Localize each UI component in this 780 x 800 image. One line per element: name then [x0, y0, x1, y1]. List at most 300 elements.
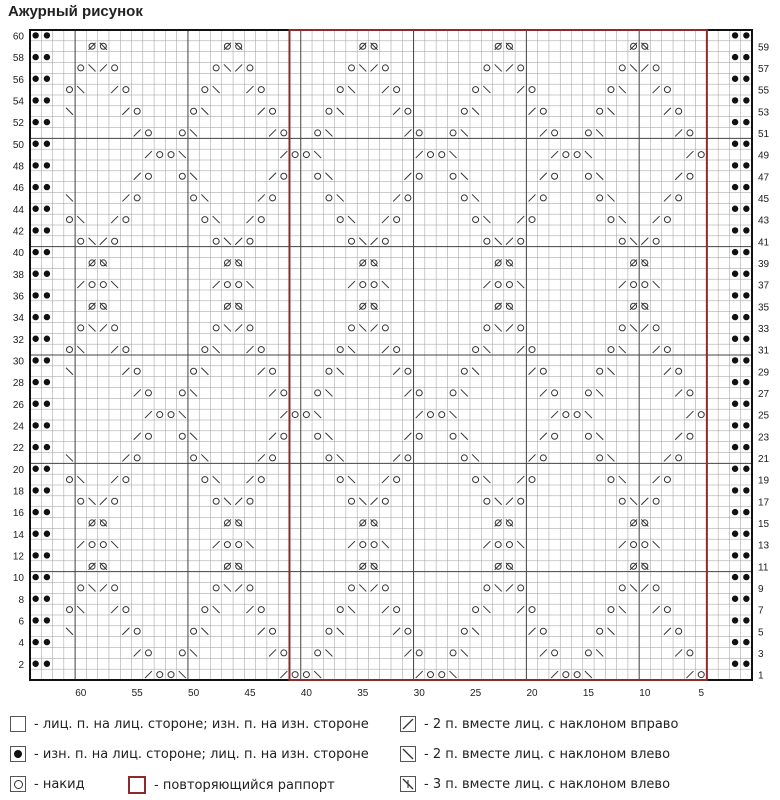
purl-dot [732, 422, 738, 428]
row-label-left: 46 [12, 183, 24, 195]
legend-item-repeat [128, 776, 335, 794]
purl-dot [743, 97, 749, 103]
yarn-over-symbol [134, 455, 140, 461]
stitch-label: 55 [131, 688, 143, 699]
k2tog-right-symbol [517, 346, 524, 353]
yarn-over-symbol [202, 87, 208, 93]
k2tog-left-symbol [495, 64, 502, 71]
yarn-over-symbol [484, 65, 490, 71]
yarn-over-symbol [247, 238, 253, 244]
yarn-over-symbol [123, 477, 129, 483]
k2tog-right-symbol [506, 498, 513, 505]
purl-dot [44, 357, 50, 363]
yarn-over-symbol [450, 650, 456, 656]
yarn-over-symbol [145, 650, 151, 656]
row-label-right: 9 [758, 583, 764, 595]
k2tog-right-symbol [517, 606, 524, 613]
yarn-over-symbol [484, 325, 490, 331]
purl-dot [44, 487, 50, 493]
k2tog-right-symbol [393, 194, 400, 201]
k2tog-right-symbol [540, 389, 547, 396]
k2tog-left-symbol [450, 671, 457, 678]
yarn-over-symbol [450, 390, 456, 396]
row-label-left: 60 [12, 31, 24, 43]
yarn-over-symbol [473, 87, 479, 93]
yarn-over-symbol [405, 368, 411, 374]
k2tog-right-symbol [675, 129, 682, 136]
yarn-over-symbol [450, 173, 456, 179]
k2tog-left-symbol [66, 108, 73, 115]
k2tog-right-symbol [393, 628, 400, 635]
row-label-right: 35 [758, 302, 770, 314]
yarn-over-symbol [664, 347, 670, 353]
yarn-over-symbol [698, 152, 704, 158]
yarn-over-symbol [134, 628, 140, 634]
yarn-over-symbol [461, 628, 467, 634]
k2tog-left-symbol [66, 368, 73, 375]
purl-dot [732, 76, 738, 82]
k2tog-right-symbol [619, 541, 626, 548]
yarn-over-symbol [281, 433, 287, 439]
k2tog-right-symbol [641, 324, 648, 331]
row-label-left: 2 [18, 659, 24, 671]
row-label-right: 23 [758, 432, 770, 444]
yarn-over-symbol [473, 477, 479, 483]
k2tog-left-symbol [89, 498, 96, 505]
yarn-over-symbol [157, 152, 163, 158]
yarn-over-symbol [574, 412, 580, 418]
k2tog-left-symbol [213, 346, 220, 353]
yarn-over-symbol [552, 390, 558, 396]
row-label-right: 45 [758, 193, 770, 205]
row-label-left: 6 [18, 616, 24, 628]
yarn-over-symbol [247, 498, 253, 504]
k2tog-right-symbol [269, 129, 276, 136]
k2tog-left-symbol [596, 173, 603, 180]
k2tog-left-symbol [201, 454, 208, 461]
yarn-over-symbol [642, 542, 648, 548]
purl-dot [732, 574, 738, 580]
yarn-over-symbol [619, 498, 625, 504]
k2tog-right-symbol [100, 584, 107, 591]
k2tog-left-symbol [66, 194, 73, 201]
k2tog-right-symbol [529, 454, 536, 461]
yarn-over-symbol [416, 390, 422, 396]
k2tog-left-symbol [495, 498, 502, 505]
row-label-right: 55 [758, 85, 770, 97]
yarn-over-symbol [202, 217, 208, 223]
k2tog-right-symbol [269, 649, 276, 656]
k2tog-left-symbol [517, 281, 524, 288]
yarn-over-symbol [473, 347, 479, 353]
yarn-over-symbol [495, 542, 501, 548]
yarn-over-symbol [213, 238, 219, 244]
yarn-over-symbol [619, 238, 625, 244]
row-label-left: 52 [12, 118, 24, 130]
purl-dot [743, 119, 749, 125]
row-label-right: 7 [758, 605, 764, 617]
yarn-over-symbol [202, 477, 208, 483]
yarn-over-symbol [349, 585, 355, 591]
purl-dot [732, 552, 738, 558]
k2tog-left-symbol [66, 454, 73, 461]
yarn-over-symbol [461, 108, 467, 114]
k2tog-left-symbol [653, 281, 660, 288]
yarn-over-symbol [224, 282, 230, 288]
yarn-over-symbol [123, 87, 129, 93]
k2tog-right-symbol [258, 194, 265, 201]
k2tog-left-symbol [314, 411, 321, 418]
row-label-left: 14 [12, 529, 24, 541]
purl-dot [32, 401, 38, 407]
yarn-over-symbol [552, 650, 558, 656]
yarn-over-symbol [78, 325, 84, 331]
k2tog-right-symbol [416, 671, 423, 678]
empty-square-icon [10, 716, 26, 732]
yarn-over-symbol [687, 650, 693, 656]
k2tog-right-symbol [686, 411, 693, 418]
right-slant-icon [400, 716, 416, 732]
yarn-over-symbol [405, 455, 411, 461]
yarn-over-symbol [529, 347, 535, 353]
purl-dot [32, 509, 38, 515]
k2tog-left-symbol [483, 606, 490, 613]
yarn-over-symbol [394, 347, 400, 353]
purl-dot [44, 97, 50, 103]
yarn-over-symbol [687, 130, 693, 136]
yarn-over-symbol [518, 498, 524, 504]
yarn-over-symbol [134, 108, 140, 114]
k2tog-left-symbol [325, 173, 332, 180]
purl-dot [732, 357, 738, 363]
purl-dot [32, 466, 38, 472]
row-label-left: 48 [12, 161, 24, 173]
row-label-left: 44 [12, 204, 24, 216]
purl-dot [743, 661, 749, 667]
k2tog-right-symbol [653, 476, 660, 483]
yarn-over-symbol [191, 108, 197, 114]
yarn-over-symbol [315, 130, 321, 136]
k2tog-right-symbol [246, 606, 253, 613]
k2tog-right-symbol [529, 628, 536, 635]
k2tog-left-symbol [607, 368, 614, 375]
k2tog-left-symbol [461, 389, 468, 396]
yarn-over-symbol [416, 130, 422, 136]
k2tog-left-symbol [472, 454, 479, 461]
yarn-over-symbol [112, 498, 118, 504]
k2tog-right-symbol [653, 346, 660, 353]
k2tog-right-symbol [145, 671, 152, 678]
yarn-over-symbol [112, 325, 118, 331]
k2tog-left-symbol [359, 238, 366, 245]
yarn-over-symbol [394, 607, 400, 613]
purl-dot [32, 271, 38, 277]
yarn-over-symbol [337, 347, 343, 353]
k2tog-right-symbol [675, 433, 682, 440]
k2tog-right-symbol [653, 86, 660, 93]
yarn-over-symbol [597, 628, 603, 634]
yarn-over-symbol [270, 455, 276, 461]
yarn-over-symbol [168, 152, 174, 158]
yarn-over-symbol [326, 628, 332, 634]
k2tog-left-symbol [111, 281, 118, 288]
purl-dot [32, 661, 38, 667]
k2tog-right-symbol [382, 606, 389, 613]
row-label-left: 30 [12, 356, 24, 368]
row-label-right: 11 [758, 562, 769, 574]
k2tog-right-symbol [134, 433, 141, 440]
k2tog-left-symbol [224, 238, 231, 245]
yarn-over-symbol [461, 455, 467, 461]
yarn-over-symbol [382, 585, 388, 591]
k2tog-right-symbol [382, 86, 389, 93]
yarn-over-symbol [405, 628, 411, 634]
k2tog-left-symbol [348, 86, 355, 93]
yarn-over-symbol [518, 585, 524, 591]
row-label-right: 59 [758, 42, 770, 54]
purl-dot [44, 422, 50, 428]
k2tog-left-symbol [596, 649, 603, 656]
row-label-right: 15 [758, 518, 770, 530]
yarn-over-symbol [258, 477, 264, 483]
row-label-left: 12 [12, 551, 24, 563]
purl-dot [44, 162, 50, 168]
yarn-over-symbol [168, 412, 174, 418]
yarn-over-symbol [484, 238, 490, 244]
k2tog-left-symbol [190, 173, 197, 180]
dot-icon [10, 746, 26, 762]
purl-dot [732, 97, 738, 103]
k2tog-right-symbol [348, 281, 355, 288]
k2tog-left-symbol [348, 346, 355, 353]
k2tog-left-symbol [89, 238, 96, 245]
yarn-over-symbol [123, 607, 129, 613]
yarn-over-symbol [676, 455, 682, 461]
yarn-over-symbol [100, 282, 106, 288]
legend-item-k2tog-right [400, 716, 678, 732]
k2tog-left-symbol [607, 454, 614, 461]
yarn-over-symbol [619, 585, 625, 591]
yarn-over-symbol [270, 628, 276, 634]
k2tog-left-symbol [190, 433, 197, 440]
k2tog-right-symbol [111, 216, 118, 223]
k2tog-right-symbol [540, 649, 547, 656]
yarn-over-symbol [202, 347, 208, 353]
yarn-over-symbol [416, 650, 422, 656]
stitch-label: 60 [75, 688, 87, 699]
legend-item-k3tog-left [400, 776, 670, 792]
k2tog-right-symbol [122, 194, 129, 201]
legend-text: - повторяющийся раппорт [154, 777, 335, 793]
k2tog-left-symbol [585, 151, 592, 158]
k2tog-right-symbol [664, 628, 671, 635]
purl-dot [44, 661, 50, 667]
yarn-over-symbol [608, 607, 614, 613]
k2tog-right-symbol [641, 498, 648, 505]
yarn-over-symbol [439, 412, 445, 418]
row-label-left: 42 [12, 226, 24, 238]
purl-dot [32, 141, 38, 147]
k2tog-right-symbol [393, 368, 400, 375]
yarn-over-symbol [608, 87, 614, 93]
yarn-over-symbol [687, 433, 693, 439]
purl-dot [732, 271, 738, 277]
yarn-over-symbol [405, 195, 411, 201]
legend-text: - лиц. п. на лиц. стороне; изн. п. на изн. стороне [34, 716, 369, 732]
yarn-over-symbol [653, 325, 659, 331]
yarn-over-symbol [597, 195, 603, 201]
k2tog-right-symbol [246, 216, 253, 223]
row-label-right: 43 [758, 215, 770, 227]
yarn-over-symbol [495, 282, 501, 288]
purl-dot [743, 487, 749, 493]
row-label-left: 22 [12, 443, 24, 455]
yarn-over-symbol [281, 650, 287, 656]
purl-dot [44, 336, 50, 342]
k2tog-right-symbol [235, 64, 242, 71]
yarn-over-symbol [145, 433, 151, 439]
k2tog-right-symbol [134, 173, 141, 180]
k2tog-left-symbol [314, 671, 321, 678]
yarn-over-symbol [281, 173, 287, 179]
k2tog-left-symbol [179, 671, 186, 678]
k2tog-right-symbol [280, 151, 287, 158]
yarn-over-symbol [360, 542, 366, 548]
k2tog-right-symbol [235, 584, 242, 591]
purl-dot [32, 119, 38, 125]
purl-dot [732, 444, 738, 450]
k2tog-right-symbol [664, 194, 671, 201]
k2tog-left-symbol [495, 324, 502, 331]
yarn-over-symbol [653, 585, 659, 591]
purl-dot [743, 54, 749, 60]
yarn-over-symbol [585, 650, 591, 656]
yarn-over-symbol [653, 498, 659, 504]
yarn-over-symbol [427, 412, 433, 418]
k2tog-left-symbol [653, 541, 660, 548]
yarn-over-symbol [270, 368, 276, 374]
purl-dot [44, 444, 50, 450]
k2tog-left-symbol [325, 129, 332, 136]
k2tog-left-symbol [77, 606, 84, 613]
purl-dot [732, 336, 738, 342]
yarn-over-symbol [349, 238, 355, 244]
k2tog-right-symbol [134, 129, 141, 136]
k2tog-left-symbol [461, 173, 468, 180]
k2tog-right-symbol [517, 86, 524, 93]
yarn-over-symbol [473, 217, 479, 223]
row-label-left: 20 [12, 464, 24, 476]
k2tog-left-symbol [472, 628, 479, 635]
k2tog-left-symbol [472, 194, 479, 201]
yarn-over-symbol [66, 347, 72, 353]
k2tog-right-symbol [371, 498, 378, 505]
purl-dot [44, 271, 50, 277]
yarn-over-symbol [439, 672, 445, 678]
k2tog-left-symbol [450, 411, 457, 418]
purl-dot [732, 509, 738, 515]
yarn-over-symbol [450, 433, 456, 439]
purl-dot [44, 54, 50, 60]
k2tog-left-symbol [213, 86, 220, 93]
yarn-over-symbol [337, 607, 343, 613]
yarn-over-symbol [89, 542, 95, 548]
yarn-over-symbol [78, 585, 84, 591]
k2tog-left-symbol [190, 649, 197, 656]
yarn-over-symbol [145, 390, 151, 396]
row-label-right: 5 [758, 627, 764, 639]
k2tog-right-symbol [269, 389, 276, 396]
k2tog-left-symbol [201, 194, 208, 201]
k2tog-right-symbol [540, 129, 547, 136]
yarn-over-symbol [540, 195, 546, 201]
row-label-right: 25 [758, 410, 770, 422]
k2tog-right-symbol [653, 606, 660, 613]
row-label-right: 21 [758, 453, 770, 465]
yarn-over-symbol [326, 368, 332, 374]
k2tog-right-symbol [506, 324, 513, 331]
yarn-over-symbol [168, 672, 174, 678]
row-label-right: 53 [758, 107, 770, 119]
yarn-over-symbol [676, 108, 682, 114]
yarn-over-symbol [664, 477, 670, 483]
row-label-right: 31 [758, 345, 770, 357]
yarn-over-symbol [664, 87, 670, 93]
stitch-label: 35 [357, 688, 369, 699]
purl-dot [44, 466, 50, 472]
row-label-right: 33 [758, 323, 770, 335]
purl-dot [743, 141, 749, 147]
k2tog-left-symbol [348, 606, 355, 613]
yarn-over-symbol [179, 650, 185, 656]
yarn-over-symbol [123, 347, 129, 353]
k2tog-right-symbol [540, 173, 547, 180]
row-label-left: 10 [12, 573, 24, 585]
purl-dot [32, 639, 38, 645]
purl-dot [732, 184, 738, 190]
row-label-right: 47 [758, 172, 770, 184]
stitch-label: 45 [244, 688, 256, 699]
k2tog-left-symbol [461, 433, 468, 440]
k2tog-left-symbol [630, 324, 637, 331]
k2tog-right-symbol [416, 411, 423, 418]
three-together-icon [400, 776, 416, 792]
legend [0, 712, 780, 800]
purl-dot [32, 32, 38, 38]
k2tog-left-symbol [472, 368, 479, 375]
row-label-left: 50 [12, 139, 24, 151]
purl-dot [732, 54, 738, 60]
purl-dot [743, 184, 749, 190]
purl-dot [743, 314, 749, 320]
k2tog-left-symbol [596, 389, 603, 396]
k2tog-left-symbol [495, 584, 502, 591]
row-label-left: 4 [18, 638, 24, 650]
yarn-over-symbol [134, 368, 140, 374]
yarn-over-symbol [112, 65, 118, 71]
k2tog-left-symbol [607, 628, 614, 635]
yarn-over-symbol [427, 152, 433, 158]
yarn-over-symbol [608, 217, 614, 223]
k2tog-right-symbol [348, 541, 355, 548]
yarn-over-symbol [585, 173, 591, 179]
yarn-over-symbol [337, 477, 343, 483]
yarn-over-symbol [382, 325, 388, 331]
row-label-left: 32 [12, 334, 24, 346]
k2tog-right-symbol [235, 324, 242, 331]
k2tog-right-symbol [111, 346, 118, 353]
k2tog-right-symbol [145, 411, 152, 418]
